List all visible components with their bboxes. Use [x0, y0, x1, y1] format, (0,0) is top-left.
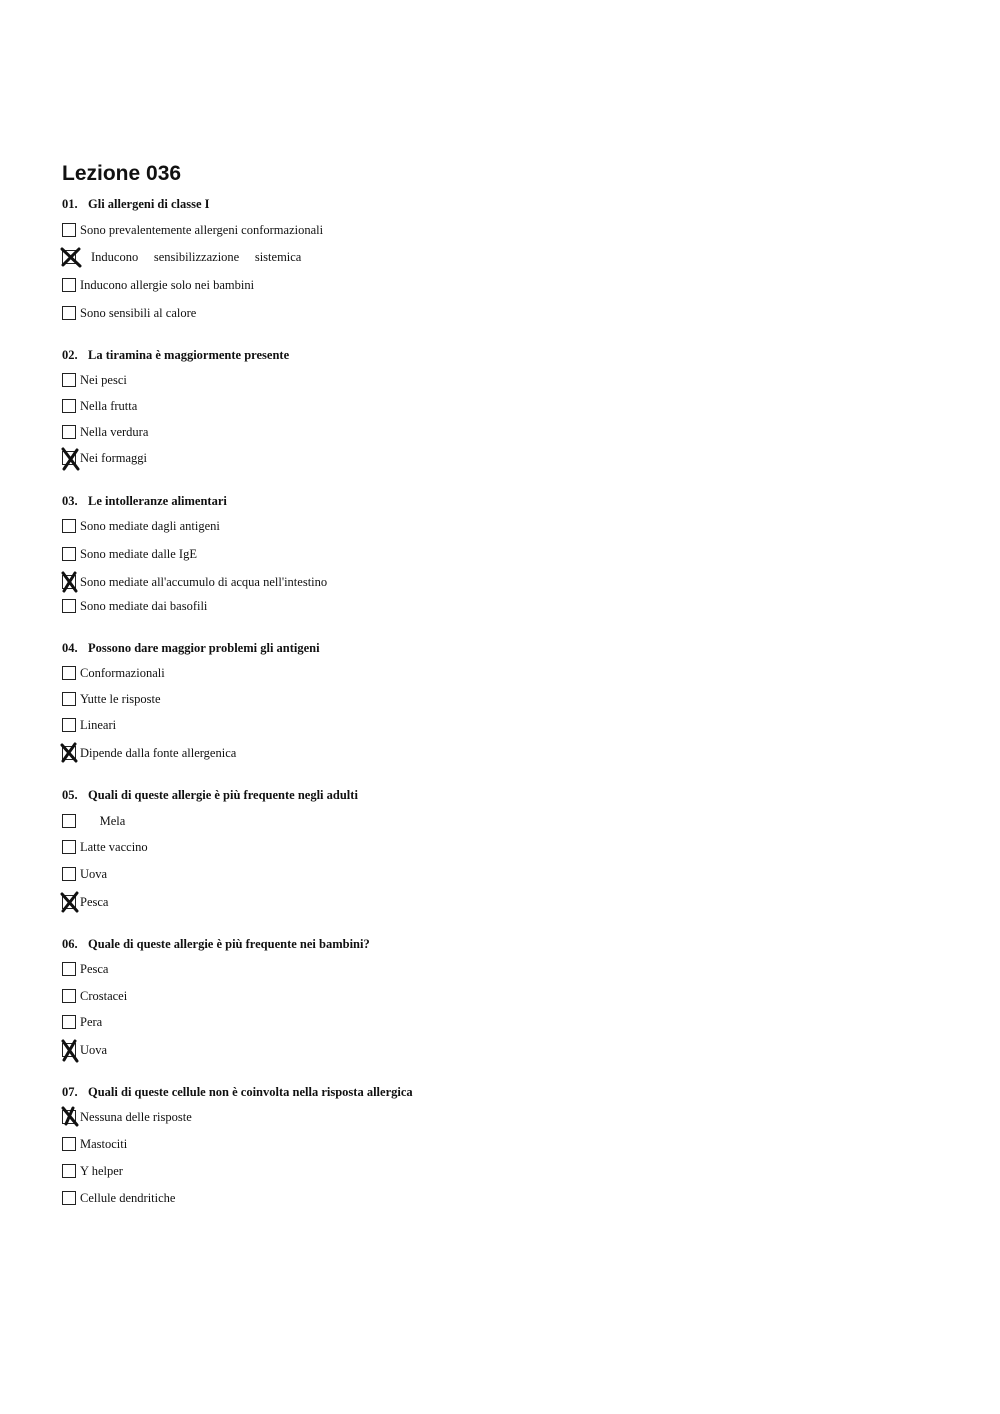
- option-label: Mela: [84, 814, 126, 828]
- question-number: 06.: [62, 937, 78, 951]
- option-label: Sono mediate dagli antigeni: [80, 519, 220, 533]
- question-text: Le intolleranze alimentari: [88, 494, 227, 508]
- option-label: Pesca: [80, 962, 109, 976]
- option-label: Mastociti: [80, 1137, 128, 1151]
- question-title: [62, 347, 289, 363]
- question-title: [62, 787, 358, 803]
- checkbox-checked[interactable]: [62, 1043, 76, 1057]
- question-text: La tiramina è maggiormente presente: [88, 348, 290, 362]
- question-number: 05.: [62, 788, 78, 802]
- option-label: Nessuna delle risposte: [80, 1110, 192, 1124]
- checkbox[interactable]: [62, 373, 76, 387]
- question-text: Quali di queste allergie è più frequente negli adulti: [88, 788, 358, 802]
- checkbox[interactable]: [62, 1164, 76, 1178]
- checkbox-checked[interactable]: [62, 451, 76, 465]
- checkbox[interactable]: [62, 547, 76, 561]
- option-label: Nella verdura: [80, 425, 149, 439]
- option-label: Pera: [80, 1015, 103, 1029]
- question-number: 04.: [62, 641, 78, 655]
- option-label: Sono mediate all'accumulo di acqua nell'intestino: [80, 575, 328, 589]
- option-label: Latte vaccino: [80, 840, 148, 854]
- option-label: Inducono sensibilizzazione sistemica: [91, 250, 302, 264]
- checkbox[interactable]: [62, 666, 76, 680]
- question-number: 01.: [62, 197, 78, 211]
- checkbox[interactable]: [62, 718, 76, 732]
- option-label: Uova: [80, 867, 108, 881]
- option-label: Nei formaggi: [80, 451, 147, 465]
- option-label: Inducono allergie solo nei bambini: [80, 278, 255, 292]
- option-label: Sono mediate dalle IgE: [80, 547, 197, 561]
- option-label: Sono prevalentemente allergeni conformazionali: [80, 223, 324, 237]
- checkbox[interactable]: [62, 306, 76, 320]
- checkbox-checked[interactable]: [62, 1110, 76, 1124]
- checkbox[interactable]: [62, 867, 76, 881]
- option-label: Y helper: [80, 1164, 123, 1178]
- checkbox[interactable]: [62, 989, 76, 1003]
- checkbox[interactable]: [62, 599, 76, 613]
- option-label: Cellule dendritiche: [80, 1191, 176, 1205]
- checkbox[interactable]: [62, 814, 76, 828]
- question-text: Gli allergeni di classe I: [88, 197, 210, 211]
- checkbox[interactable]: [62, 840, 76, 854]
- checkbox[interactable]: [62, 399, 76, 413]
- checkbox-checked[interactable]: [62, 575, 76, 589]
- checkbox[interactable]: [62, 425, 76, 439]
- question-title: [62, 196, 210, 212]
- option-label: Pesca: [80, 895, 109, 909]
- option-label: Sono mediate dai basofili: [80, 599, 208, 613]
- question-text: Possono dare maggior problemi gli antigeni: [88, 641, 320, 655]
- checkbox[interactable]: [62, 519, 76, 533]
- option-label: Dipende dalla fonte allergenica: [80, 746, 237, 760]
- question-title: [62, 640, 320, 656]
- option-label: Yutte le risposte: [80, 692, 161, 706]
- question-text: Quale di queste allergie è più frequente nei bambini?: [88, 937, 370, 951]
- question-text: Quali di queste cellule non è coinvolta nella risposta allergica: [88, 1085, 413, 1099]
- checkbox[interactable]: [62, 1015, 76, 1029]
- option-label: Nei pesci: [80, 373, 127, 387]
- checkbox[interactable]: [62, 278, 76, 292]
- question-number: 07.: [62, 1085, 78, 1099]
- checkbox[interactable]: [62, 1137, 76, 1151]
- option-label: Lineari: [80, 718, 117, 732]
- question-title: [62, 936, 370, 952]
- option-label: Conformazionali: [80, 666, 165, 680]
- checkbox-checked[interactable]: [62, 250, 76, 264]
- checkbox[interactable]: [62, 962, 76, 976]
- checkbox[interactable]: [62, 223, 76, 237]
- option-label: Nella frutta: [80, 399, 138, 413]
- question-number: 03.: [62, 494, 78, 508]
- checkbox[interactable]: [62, 692, 76, 706]
- checkbox[interactable]: [62, 1191, 76, 1205]
- checkbox-checked[interactable]: [62, 746, 76, 760]
- page-title: Lezione 036: [62, 162, 182, 185]
- option-label: Uova: [80, 1043, 108, 1057]
- option-label: Sono sensibili al calore: [80, 306, 197, 320]
- question-title: [62, 1084, 413, 1100]
- option-label: Crostacei: [80, 989, 128, 1003]
- question-number: 02.: [62, 348, 78, 362]
- checkbox-checked[interactable]: [62, 895, 76, 909]
- question-title: [62, 493, 227, 509]
